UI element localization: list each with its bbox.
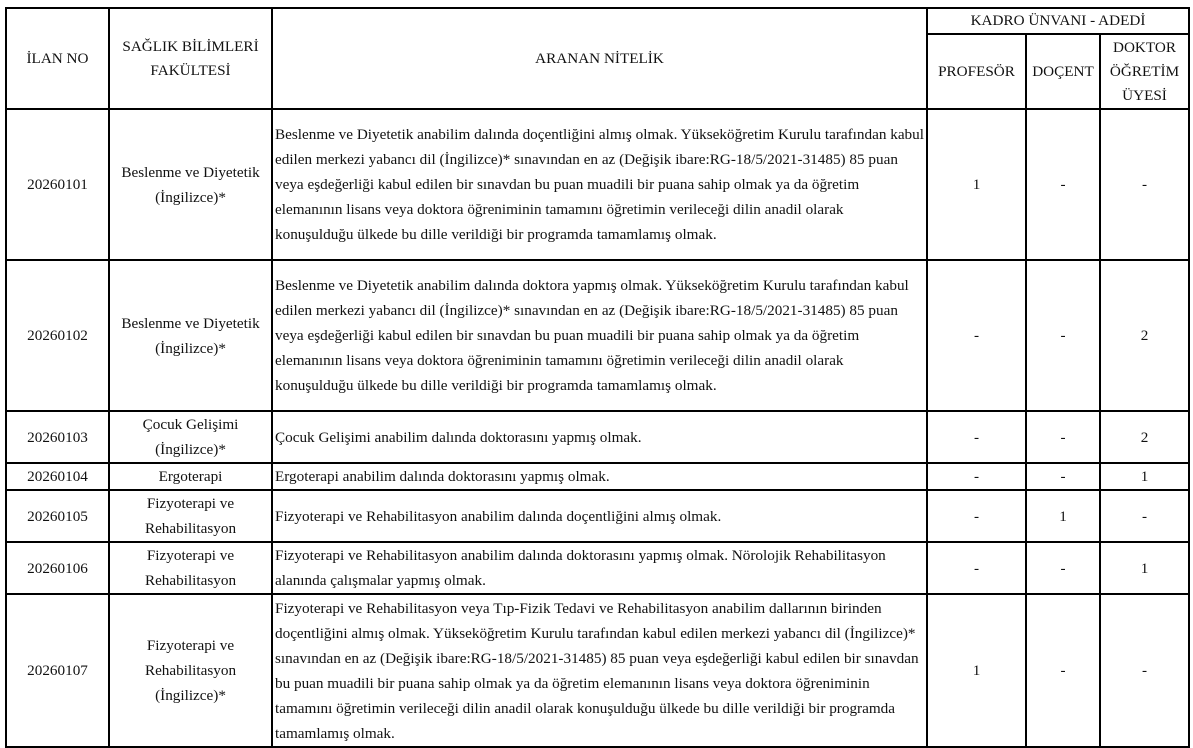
department-cell: Ergoterapi bbox=[109, 463, 272, 490]
ilan-no-cell: 20260103 bbox=[6, 411, 109, 463]
ilan-no-cell: 20260105 bbox=[6, 490, 109, 542]
dou-count-cell: 2 bbox=[1100, 260, 1189, 411]
table-row bbox=[6, 260, 1189, 411]
table-body bbox=[6, 109, 1189, 747]
table-row bbox=[6, 490, 1189, 542]
docent-count-cell: - bbox=[1026, 594, 1100, 747]
profesor-count-cell: - bbox=[927, 463, 1026, 490]
table-header bbox=[6, 8, 1189, 109]
profesor-count-cell: - bbox=[927, 260, 1026, 411]
dou-count-cell: 1 bbox=[1100, 463, 1189, 490]
header-criteria: ARANAN NİTELİK bbox=[272, 8, 927, 109]
criteria-cell: Fizyoterapi ve Rehabilitasyon anabilim dalında doktorasını yapmış olmak. Nörolojik Rehabilitasyon alanında çalışmalar yapmış olmak. bbox=[272, 542, 927, 594]
department-cell: Beslenme ve Diyetetik (İngilizce)* bbox=[109, 260, 272, 411]
department-cell: Fizyoterapi ve Rehabilitasyon bbox=[109, 542, 272, 594]
dou-count-cell: - bbox=[1100, 109, 1189, 260]
dou-count-cell: 1 bbox=[1100, 542, 1189, 594]
ilan-no-cell: 20260106 bbox=[6, 542, 109, 594]
ilan-no-cell: 20260104 bbox=[6, 463, 109, 490]
docent-count-cell: 1 bbox=[1026, 490, 1100, 542]
criteria-cell: Çocuk Gelişimi anabilim dalında doktorasını yapmış olmak. bbox=[272, 411, 927, 463]
table-row bbox=[6, 411, 1189, 463]
dou-count-cell: - bbox=[1100, 490, 1189, 542]
ilan-no-cell: 20260101 bbox=[6, 109, 109, 260]
criteria-cell: Fizyoterapi ve Rehabilitasyon veya Tıp-Fizik Tedavi ve Rehabilitasyon anabilim dallarının birinden doçentliğini almış olmak. Yükseköğretim Kurulu tarafından kabul edilen merkezi yabancı dil (İngilizce)* sınavından en az (Değişik ibare:RG-18/5/2021-31485) 85 puan veya eşdeğerliği kabul edilen bir sınavdan bu puan muadili bir puana sahip olmak ya da öğretim elemanının lisans veya doktora öğreniminin tamamını öğretimin verileceği dilin anadil olarak konuşulduğu ülkede bu dille verildiği bir programda tamamlamış olmak. bbox=[272, 594, 927, 747]
header-faculty: SAĞLIK BİLİMLERİ FAKÜLTESİ bbox=[109, 8, 272, 109]
header-doktor-ogretim-uyesi: DOKTOR ÖĞRETİM ÜYESİ bbox=[1100, 34, 1189, 109]
dou-count-cell: - bbox=[1100, 594, 1189, 747]
department-cell: Çocuk Gelişimi (İngilizce)* bbox=[109, 411, 272, 463]
header-profesor: PROFESÖR bbox=[927, 34, 1026, 109]
criteria-cell: Beslenme ve Diyetetik anabilim dalında doçentliğini almış olmak. Yükseköğretim Kurulu tarafından kabul edilen merkezi yabancı dil (İngilizce)* sınavından en az (Değişik ibare:RG-18/5/2021-31485) 85 puan veya eşdeğerliği kabul edilen bir sınavdan bu puan muadili bir puana sahip olmak ya da öğretim elemanının lisans veya doktora öğreniminin tamamını öğretimin verileceği dilin anadil olarak konuşulduğu ülkede bu dille verildiği bir programda tamamlamış olmak. bbox=[272, 109, 927, 260]
header-docent: DOÇENT bbox=[1026, 34, 1100, 109]
header-kadro-group: KADRO ÜNVANI - ADEDİ bbox=[927, 8, 1189, 34]
profesor-count-cell: 1 bbox=[927, 109, 1026, 260]
department-cell: Fizyoterapi ve Rehabilitasyon (İngilizce)* bbox=[109, 594, 272, 747]
criteria-cell: Beslenme ve Diyetetik anabilim dalında doktora yapmış olmak. Yükseköğretim Kurulu tarafından kabul edilen merkezi yabancı dil (İngilizce)* sınavından en az (Değişik ibare:RG-18/5/2021-31485) 85 puan veya eşdeğerliği kabul edilen bir sınavdan bu puan muadili bir puana sahip olmak ya da öğretim elemanının lisans veya doktora öğreniminin tamamını öğretimin verileceği dilin anadil olarak konuşulduğu ülkede bu dille verildiği bir programda tamamlamış olmak. bbox=[272, 260, 927, 411]
header-ilan-no: İLAN NO bbox=[6, 8, 109, 109]
profesor-count-cell: - bbox=[927, 490, 1026, 542]
docent-count-cell: - bbox=[1026, 463, 1100, 490]
docent-count-cell: - bbox=[1026, 109, 1100, 260]
profesor-count-cell: - bbox=[927, 411, 1026, 463]
criteria-cell: Ergoterapi anabilim dalında doktorasını yapmış olmak. bbox=[272, 463, 927, 490]
profesor-count-cell: 1 bbox=[927, 594, 1026, 747]
table-row bbox=[6, 542, 1189, 594]
table-row bbox=[6, 463, 1189, 490]
table-row bbox=[6, 109, 1189, 260]
ilan-no-cell: 20260107 bbox=[6, 594, 109, 747]
ilan-no-cell: 20260102 bbox=[6, 260, 109, 411]
table-row bbox=[6, 594, 1189, 747]
department-cell: Beslenme ve Diyetetik (İngilizce)* bbox=[109, 109, 272, 260]
docent-count-cell: - bbox=[1026, 542, 1100, 594]
profesor-count-cell: - bbox=[927, 542, 1026, 594]
docent-count-cell: - bbox=[1026, 411, 1100, 463]
criteria-cell: Fizyoterapi ve Rehabilitasyon anabilim dalında doçentliğini almış olmak. bbox=[272, 490, 927, 542]
docent-count-cell: - bbox=[1026, 260, 1100, 411]
department-cell: Fizyoterapi ve Rehabilitasyon bbox=[109, 490, 272, 542]
dou-count-cell: 2 bbox=[1100, 411, 1189, 463]
job-posting-table bbox=[5, 7, 1190, 748]
